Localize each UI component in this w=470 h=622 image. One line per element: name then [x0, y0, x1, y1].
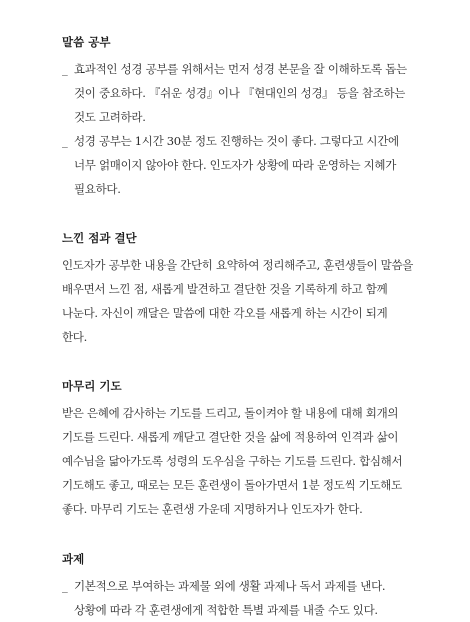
section-title: 말씀 공부 [62, 35, 111, 49]
section-title: 과제 [62, 552, 85, 566]
bullet-dash: _ [62, 579, 68, 593]
bullet-dash: _ [62, 62, 68, 76]
bullet-dash: _ [62, 134, 68, 148]
bullet-text: 성경 공부는 1시간 30분 정도 진행하는 것이 좋다. 그렇다고 시간에 너무 얽매이지 않아야 한다. 인도자가 상황에 따라 운영하는 지혜가 필요하다. [74, 134, 399, 196]
bullet-text: 효과적인 성경 공부를 위해서는 먼저 성경 본문을 잘 이해하도록 돕는 것이 중요하다. 『쉬운 성경』이나 『현대인의 성경』 등을 참조하는 것도 고려하라. [74, 62, 407, 124]
bullet-list [62, 574, 414, 622]
bullet-item [62, 574, 414, 622]
section-reflection [62, 230, 414, 349]
bullet-item [62, 57, 414, 129]
section-title: 마무리 기도 [62, 379, 122, 393]
section-paragraph: 인도자가 공부한 내용을 간단히 요약하여 정리해주고, 훈련생들이 말씀을 배우면서 느낀 점, 새롭게 발견하고 결단한 것을 기록하게 하고 함께 나눈다. 자신이 깨달은 말씀에 대한 각오를 새롭게 하는 시간이 되게 한다. [62, 258, 414, 344]
bullet-list [62, 57, 414, 201]
section-closing-prayer [62, 378, 414, 521]
section-paragraph: 받은 은혜에 감사하는 기도를 드리고, 돌이켜야 할 내용에 대해 회개의 기도를 드린다. 새롭게 깨닫고 결단한 것을 삶에 적용하여 인격과 삶이 예수님을 닮아가도록 성령의 도우심을 구하는 기도를 드린다. 합심해서 기도해도 좋고, 때로는 모든 훈련생이 돌아가면서 1분 정도씩 기도해도 좋다. 마무리 기도는 훈련생 가운데 지명하거나 인도자가 한다. [62, 406, 403, 516]
bullet-text: 기본적으로 부여하는 과제물 외에 생활 과제나 독서 과제를 낸다. 상황에 따라 각 훈련생에게 적합한 특별 과제를 내줄 수도 있다. [74, 579, 386, 617]
document-page [62, 34, 414, 622]
section-bible-study [62, 34, 414, 201]
bullet-item [62, 129, 414, 201]
section-assignment [62, 551, 414, 622]
section-title: 느낀 점과 결단 [62, 231, 137, 245]
